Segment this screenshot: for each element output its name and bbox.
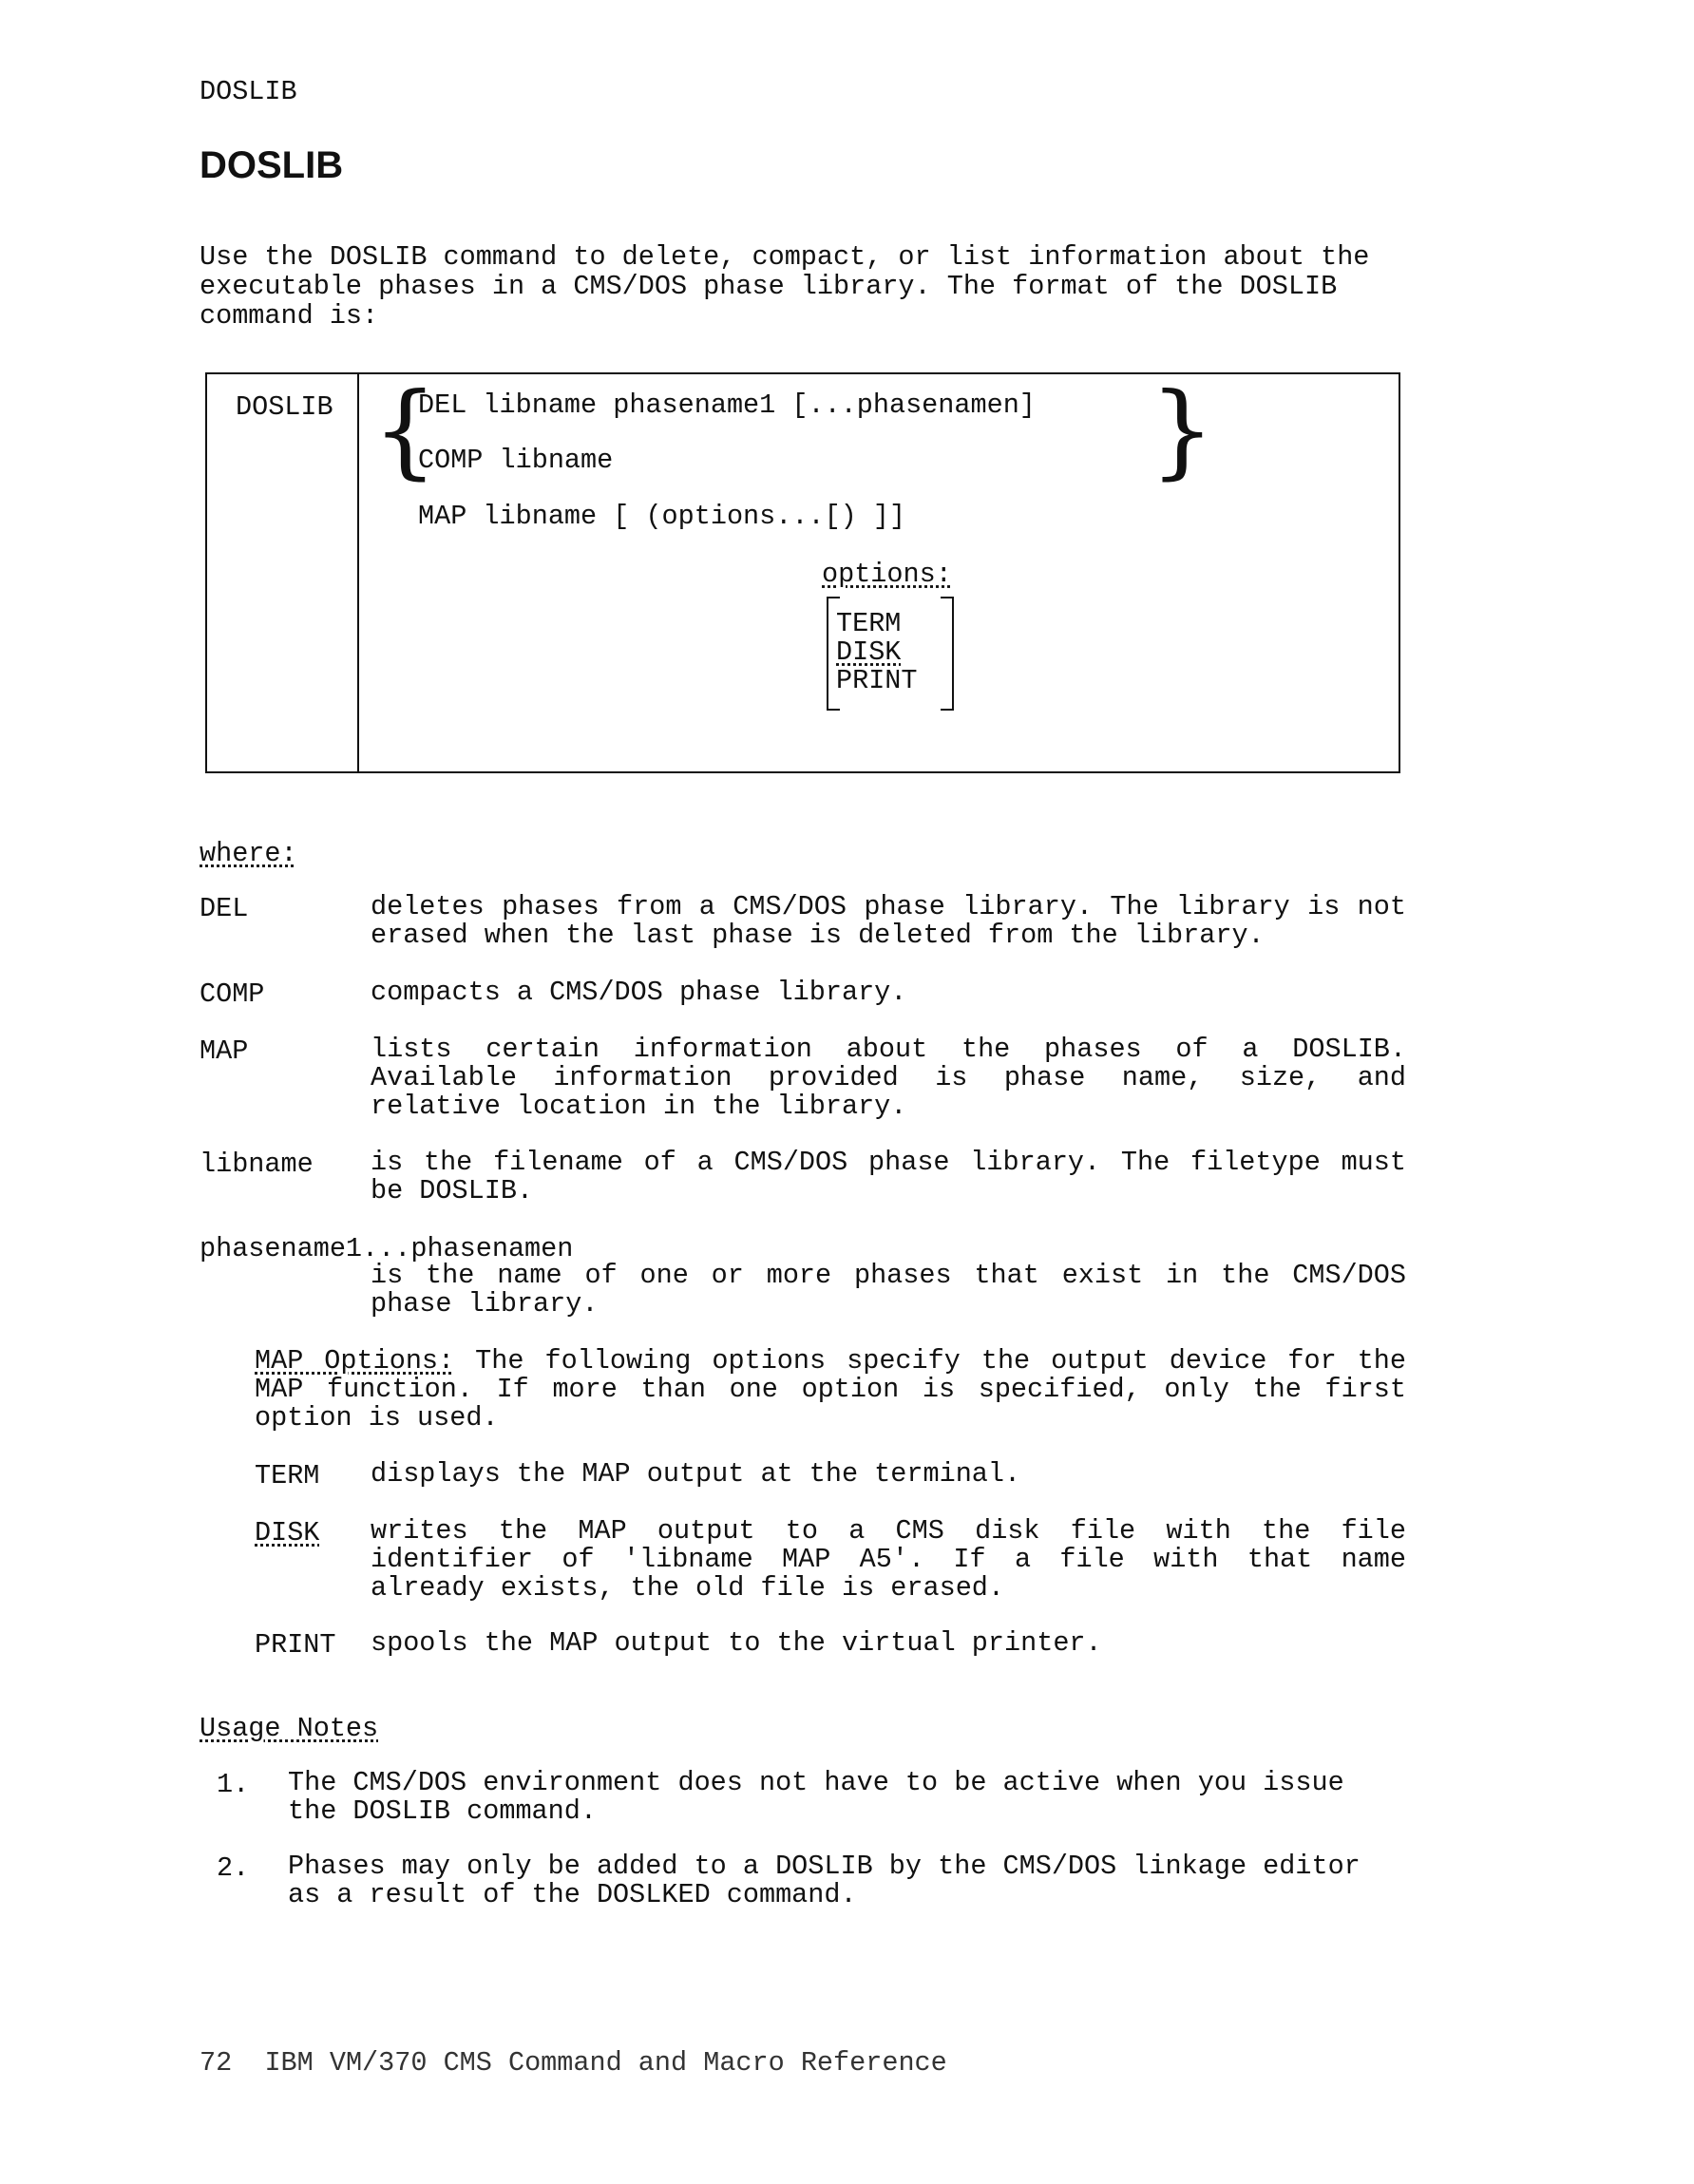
map-options-heading: MAP Options: [255, 1345, 455, 1377]
usage-note-number: 2. [217, 1852, 250, 1884]
running-head: DOSLIB [200, 76, 297, 107]
map-def-print: spools the MAP output to the virtual printer. [371, 1627, 1102, 1659]
term-comp: COMP [200, 978, 265, 1010]
format-box-divider [357, 374, 359, 771]
syntax-comp: COMP libname [418, 445, 614, 476]
format-command-name: DOSLIB [236, 391, 333, 423]
syntax-del: DEL libname phasename1 [...phasenamen] [418, 389, 1036, 421]
book-title: IBM VM/370 CMS Command and Macro Reference [264, 2047, 947, 2079]
syntax-map: MAP libname [ (options...[) ]] [418, 501, 906, 532]
page-title: DOSLIB [200, 144, 344, 186]
left-brace: { [372, 371, 438, 490]
def-libname: is the filename of a CMS/DOS phase library. The filetype must be DOSLIB. [371, 1147, 1406, 1206]
page-number: 72 [200, 2047, 233, 2079]
term-del: DEL [200, 893, 249, 924]
def-comp: compacts a CMS/DOS phase library. [371, 977, 907, 1008]
usage-notes-title: Usage Notes [200, 1713, 379, 1744]
usage-note-text: The CMS/DOS environment does not have to be active when you issue the DOSLIB command. [288, 1767, 1344, 1827]
where-label: where: [200, 838, 297, 869]
term-phasename: phasename1...phasenamen [200, 1233, 574, 1264]
def-map: lists certain information about the phases of a DOSLIB. Available information provided is phase name, size, and relative location in the library. [371, 1034, 1406, 1122]
option-print: PRINT [836, 665, 918, 696]
term-map: MAP [200, 1035, 249, 1067]
right-brace: } [1150, 371, 1215, 490]
def-del: deletes phases from a CMS/DOS phase library. The library is not erased when the last phase is deleted from the library. [371, 891, 1406, 951]
option-disk: DISK [836, 636, 902, 668]
map-def-term: displays the MAP output at the terminal. [371, 1458, 1021, 1490]
usage-note-text: Phases may only be added to a DOSLIB by the CMS/DOS linkage editor as a result of the DOSLKED command. [288, 1851, 1361, 1910]
intro-paragraph: Use the DOSLIB command to delete, compact, or list information about the executable phases in a CMS/DOS phase library. The format of the DOSLIB command is: [200, 241, 1370, 332]
map-term-print: PRINT [255, 1629, 336, 1661]
page-footer [200, 2047, 947, 2079]
map-def-disk: writes the MAP output to a CMS disk file with the file identifier of 'libname MAP A5'. If a file with that name already exists, the old file is erased. [371, 1515, 1406, 1604]
map-options-paragraph [255, 1347, 1406, 1433]
option-term: TERM [836, 608, 902, 639]
usage-note-number: 1. [217, 1769, 250, 1800]
def-phasename: is the name of one or more phases that exist in the CMS/DOS phase library. [371, 1260, 1406, 1320]
options-title: options: [822, 559, 952, 590]
map-term-term: TERM [255, 1460, 320, 1491]
term-libname: libname [200, 1149, 314, 1180]
map-term-disk: DISK [255, 1517, 320, 1548]
map-options-intro: The following options specify the output device for the MAP function. If more than one option is specified, only the first option is used. [255, 1345, 1407, 1434]
